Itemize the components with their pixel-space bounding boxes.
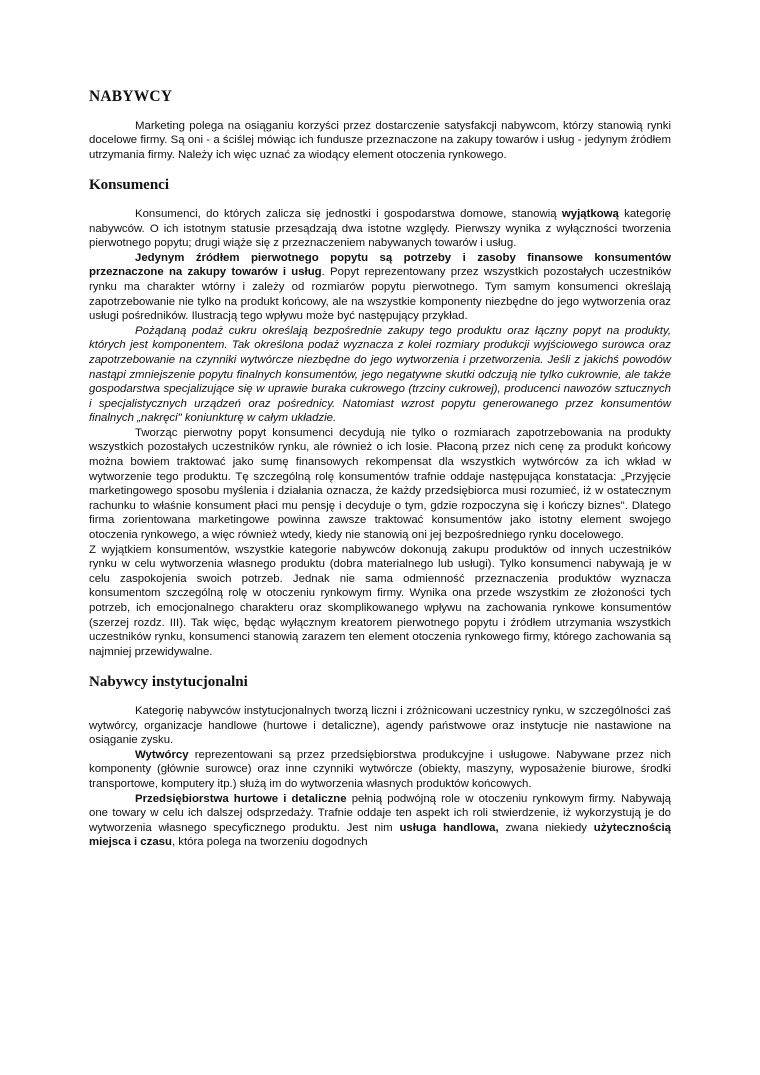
- intro-paragraph: Marketing polega na osiąganiu korzyści przez dostarczenie satysfakcji nabywcom, którzy stanowią rynki docelowe firmy. Są oni - a ściślej mówiąc ich fundusze przeznaczone na zakupy towarów i usług - jedynym źródłem utrzymania firmy. Należy ich więc uznać za wiodący element otoczenia rynkowego.: [89, 119, 671, 161]
- text-run: kategorię nabywców. O ich istotnym statusie przesądzają dwa istotne względy. Pierwszy wynika z wyłączności tworzenia pierwotnego popytu; drugi wiąże się z przeznaczeniem nabywanych towarów i usług.: [89, 207, 671, 250]
- bold-text: usługa handlowa,: [399, 821, 499, 834]
- section-heading-konsumenci: Konsumenci: [89, 177, 170, 194]
- text-run: zwana niekiedy: [498, 821, 594, 834]
- text-run: , która polega na tworzeniu dogodnych: [171, 836, 368, 849]
- consumers-example-paragraph: Pożądaną podaż cukru określają bezpośrednie zakupy tego produktu oraz łączny popyt na produkty, których jest komponentem. Tak określona podaż wyznacza z kolei rozmiary produkcji wyjściowego surowca oraz zapotrzebowanie na czynniki wytwórcze niezbędne do jego wytworzenia i przetworzenia. Jeśli z jakichś powodów nastąpi zmniejszenie popytu finalnych konsumentów, jego negatywne skutki odczują nie tylko cukrownie, ale także gospodarstwa specjalizujące się w uprawie buraka cukrowego (trzciny cukrowej), producenci nawozów sztucznych i specjalistycznych urządzeń oraz pośrednicy. Natomiast wzrost popytu generowanego przez konsumentów finalnych „nakręci" koniunkturę w całym układzie.: [89, 324, 671, 425]
- text-run: reprezentowani są przez przedsiębiorstwa produkcyjne i usługowe. Nabywane przez nich komponenty (głównie surowce) oraz inne czynniki wytwórcze (obiekty, maszyny, wyposażenie biurowe, środki transportowe, komputery itp.) służą im do wytworzenia własnych produktów końcowych.: [89, 748, 671, 790]
- text-run: Konsumenci, do których zalicza się jednostki i gospodarstwa domowe, stanowią: [135, 207, 562, 220]
- institutional-paragraph-2: [89, 748, 671, 792]
- bold-text: Przedsiębiorstwa hurtowe i detaliczne: [135, 792, 347, 805]
- bold-text: Wytwórcy: [135, 748, 189, 761]
- bold-text: Jedynym źródłem pierwotnego popytu są potrzeby i zasoby finansowe konsumentów przeznaczone na zakupy towarów i usług: [89, 251, 671, 279]
- bold-text: wyjątkową: [561, 207, 619, 220]
- consumers-paragraph-4: Tworząc pierwotny popyt konsumenci decydują nie tylko o rozmiarach zapotrzebowania na produkty wszystkich pozostałych uczestników rynku, ale również o ich losie. Płaconą przez nich cenę za produkt końcowy można bowiem traktować jako sumę finansowych rekompensat dla wszystkich wytwórców za ich wkład w wytworzenie tego produktu. Tę szczególną rolę konsumentów trafnie oddaje następująca konstatacja: „Przyjęcie marketingowego sposobu myślenia i działania oznacza, że każdy przedsiębiorca musi rozumieć, iż w ostatecznym rachunku to właśnie konsument płaci mu pensję i decyduje o tym, gdzie rozpoczyna się i kończy biznes". Dlatego firma zorientowana marketingowe powinna zawsze traktować konsumentów jako istotny element swojego otoczenia rynkowego, a więc również wtedy, kiedy nie stanowią oni jej bezpośredniego rynku docelowego.: [89, 426, 671, 542]
- page-title: NABYWCY: [89, 88, 173, 105]
- consumers-paragraph-2: [89, 251, 671, 324]
- consumers-paragraph-1: [89, 207, 671, 251]
- bold-text: użytecznością miejsca i czasu: [89, 821, 671, 849]
- institutional-paragraph-1: Kategorię nabywców instytucjonalnych tworzą liczni i zróżnicowani uczestnicy rynku, w szczególności zaś wytwórcy, organizacje handlowe (hurtowe i detaliczne), agendy państwowe oraz instytucje nie nastawione na osiąganie zysku.: [89, 704, 671, 747]
- text-run: . Popyt reprezentowany przez wszystkich pozostałych uczestników rynku ma charakter wtórny i zależy od rozmiarów popytu pierwotnego. Tym samym konsumenci określają zapotrzebowanie nie tylko na produkt końcowy, ale na wszystkie komponenty niezbędne do jego wytworzenia oraz usługi pośredników. Ilustracją tego wpływu może być następujący przykład.: [89, 266, 671, 323]
- document-page: [89, 90, 671, 850]
- section-heading-nabywcy-instytucjonalni: Nabywcy instytucjonalni: [89, 674, 248, 691]
- text-run: pełnią podwójną role w otoczeniu rynkowym firmy. Nabywają one towary w celu ich dalszej odsprzedaży. Trafnie oddaje ten aspekt ich roli stwierdzenie, iż wykorzystują je do wytworzenia własnego specyficznego produktu. Jest nim: [89, 792, 671, 834]
- consumers-paragraph-5: Z wyjątkiem konsumentów, wszystkie kategorie nabywców dokonują zakupu produktów od innych uczestników rynku w celu wytworzenia własnego produktu (dobra materialnego lub usługi). Tylko konsumenci nabywają je w celu zaspokojenia swoich potrzeb. Jednak nie sama odmienność przeznaczenia produktów wyznacza konsumentom szczególną rolę w otoczeniu rynkowym firmy. Wynika ona przede wszystkim ze złożoności tych potrzeb, ich emocjonalnego charakteru oraz skomplikowanego wpływu na zachowania rynkowe konsumentów (szerzej rozdz. III). Tak więc, będąc wyłącznym kreatorem pierwotnego popytu i źródłem utrzymania wszystkich uczestników rynku, konsumenci stanowią zarazem ten element otoczenia rynkowego firmy, którego zachowania są najmniej przewidywalne.: [89, 543, 671, 658]
- institutional-paragraph-3: [89, 792, 671, 850]
